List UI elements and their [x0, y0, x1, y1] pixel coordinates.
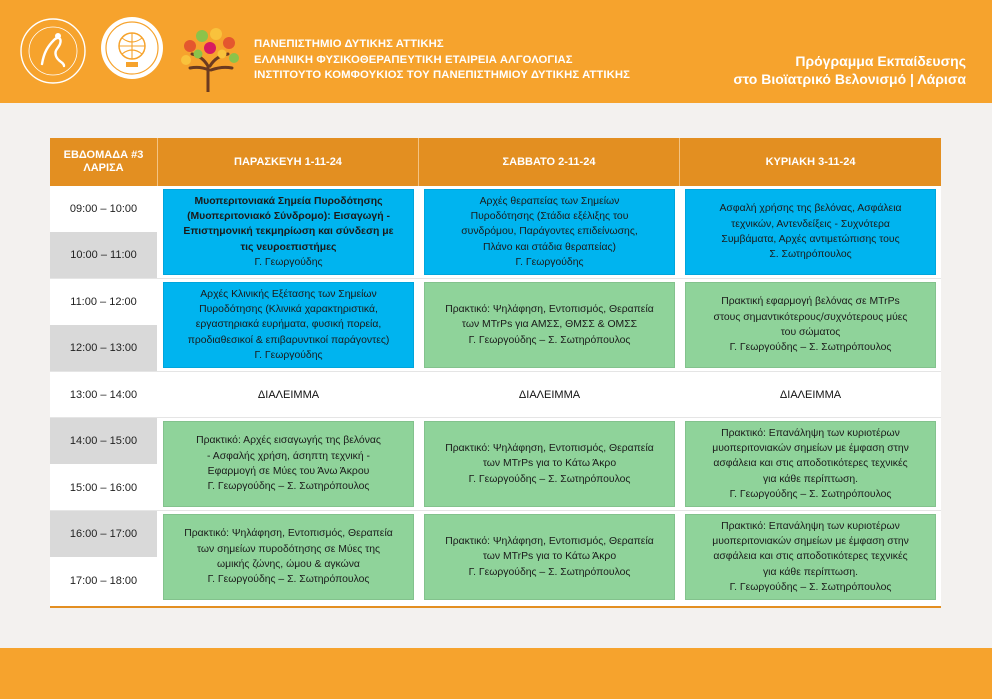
break-label-sunday: ΔΙΑΛΕΙΜΜΑ: [779, 389, 842, 401]
session-block-friday-4: [163, 514, 414, 600]
session-title: Πρακτικό: Ψηλάφηση, Εντοπισμός, Θεραπεία των MTrPs για το Κάτω Άκρο: [445, 443, 654, 470]
table-body: [50, 186, 941, 606]
time-slot: 10:00 – 11:00: [50, 232, 157, 278]
session-lecturer: Γ. Γεωργούδης – Σ. Σωτηρόπουλος: [468, 473, 631, 485]
table-bottom-border: [50, 606, 941, 608]
session-block-friday-1: [163, 189, 414, 275]
session-title: Πρακτική εφαρμογή βελόνας σε MTrPs στους σημαντικότερους/συχνότερους μύες του σώματος: [713, 296, 908, 338]
location-label: ΛΑΡΙΣΑ: [83, 162, 124, 174]
org-line: ΙΝΣΤΙΤΟΥΤΟ ΚΟΜΦΟΥΚΙΟΣ ΤΟΥ ΠΑΝΕΠΙΣΤΗΜΙΟΥ ΔΥΤΙΚΗΣ ΑΤΤΙΚΗΣ: [254, 69, 631, 81]
session-lecturer: Γ. Γεωργούδης – Σ. Σωτηρόπουλος: [207, 481, 370, 493]
session-title: Αρχές Κλινικής Εξέτασης των Σημείων Πυροδότησης (Κλινικά χαρακτηριστικά, εργαστηριακά ευρήματα, φυσική πορεία, προδιαθεσικοί & επιβαρυντικοί παράγοντες): [187, 288, 390, 346]
session-lecturer: Γ. Γεωργούδης: [254, 349, 323, 361]
session-block-saturday-2: [424, 282, 675, 368]
table-header-row: [50, 138, 941, 186]
session-lecturer: Γ. Γεωργούδης – Σ. Σωτηρόπουλος: [729, 342, 892, 354]
session-title: Πρακτικό: Αρχές εισαγωγής της βελόνας - Ασφαλής χρήση, άσηπτη τεχνική - Εφαρμογή σε Μύες του Άνω Άκρου: [196, 435, 381, 477]
org-line: ΠΑΝΕΠΙΣΤΗΜΙΟ ΔΥΤΙΚΗΣ ΑΤΤΙΚΗΣ: [254, 38, 444, 50]
session-lecturer: Γ. Γεωργούδης – Σ. Σωτηρόπουλος: [207, 574, 370, 586]
organizations-list: [254, 37, 630, 84]
university-logo: [18, 16, 88, 86]
session-title: Πρακτικό: Ψηλάφηση, Εντοπισμός, Θεραπεία των MTrPs για ΑΜΣΣ, ΘΜΣΣ & ΟΜΣΣ: [445, 304, 654, 331]
session-title: Πρακτικό: Ψηλάφηση, Εντοπισμός, Θεραπεία των σημείων πυροδότησης σε Μύες της ωμικής ζώνης, ώμου & αγκώνα: [184, 528, 393, 570]
row-divider: [50, 510, 941, 511]
session-lecturer: Γ. Γεωργούδης: [515, 256, 584, 268]
session-block-friday-3: [163, 421, 414, 507]
time-slot: 15:00 – 16:00: [69, 482, 138, 494]
week-header: [50, 138, 158, 186]
session-block-saturday-4: [424, 514, 675, 600]
time-slot: 13:00 – 14:00: [69, 389, 138, 401]
session-lecturer: Γ. Γεωργούδης – Σ. Σωτηρόπουλος: [729, 488, 892, 500]
session-lecturer: Γ. Γεωργούδης – Σ. Σωτηρόπουλος: [468, 334, 631, 346]
session-title: Πρακτικό: Επανάληψη των κυριοτέρων μυοπεριτονιακών σημείων με έμφαση στην ασφάλεια και στις αποδοτικότερες τεχνικές για κάθε περίπτωση.: [712, 520, 909, 578]
session-title: Πρακτικό: Ψηλάφηση, Εντοπισμός, Θεραπεία των MTrPs για το Κάτω Άκρο: [445, 536, 654, 563]
session-block-sunday-2: [685, 282, 936, 368]
session-block-friday-2: [163, 282, 414, 368]
day-header-sunday: ΚΥΡΙΑΚΗ 3-11-24: [765, 155, 856, 168]
time-slot: 11:00 – 12:00: [70, 296, 137, 308]
session-title: Μυοπεριτονιακά Σημεία Πυροδότησης (Μυοπεριτονιακό Σύνδρομο): Εισαγωγή - Επιστημονική τεκμηρίωση και σύνδεση με τις νευροεπιστήμες: [183, 195, 394, 253]
session-title: Πρακτικό: Επανάληψη των κυριοτέρων μυοπεριτονιακών σημείων με έμφαση στην ασφάλεια και στις αποδοτικότερες τεχνικές για κάθε περίπτωση.: [712, 427, 909, 485]
break-label-saturday: ΔΙΑΛΕΙΜΜΑ: [518, 389, 581, 401]
session-block-sunday-4: [685, 514, 936, 600]
session-lecturer: Γ. Γεωργούδης: [254, 256, 323, 268]
day-header-saturday: ΣΑΒΒΑΤΟ 2-11-24: [419, 138, 680, 186]
session-lecturer: Σ. Σωτηρόπουλος: [769, 249, 852, 261]
session-block-saturday-1: [424, 189, 675, 275]
session-block-sunday-1: [685, 189, 936, 275]
time-slot: 12:00 – 13:00: [50, 325, 157, 371]
tree-logo: [180, 26, 240, 92]
session-title: Αρχές θεραπείας των Σημείων Πυροδότησης (Στάδια εξέλιξης του συνδρόμου, Παράγοντες επιδείνωσης, Πλάνο και στάδια θεραπείας): [461, 195, 638, 253]
program-title-line-1: Πρόγραμμα Εκπαίδευσης: [795, 53, 966, 69]
day-header-friday: ΠΑΡΑΣΚΕΥΗ 1-11-24: [158, 138, 419, 186]
week-label: ΕΒΔΟΜΑΔΑ #3: [63, 149, 144, 161]
break-label-friday: ΔΙΑΛΕΙΜΜΑ: [257, 389, 320, 401]
time-slot: 09:00 – 10:00: [69, 203, 138, 215]
program-title: [733, 52, 966, 88]
footer-bar: [0, 648, 992, 699]
session-block-sunday-3: [685, 421, 936, 507]
session-title: Ασφαλή χρήσης της βελόνας, Ασφάλεια τεχνικών, Αντενδείξεις - Συχνότερα Συμβάματα, Αρχές αντιμετώπισης τους: [719, 203, 902, 245]
row-divider: [50, 278, 941, 279]
session-block-saturday-3: [424, 421, 675, 507]
session-lecturer: Γ. Γεωργούδης – Σ. Σωτηρόπουλος: [729, 581, 892, 593]
time-slot: 17:00 – 18:00: [69, 575, 138, 587]
org-line: ΕΛΛΗΝΙΚΗ ΦΥΣΙΚΟΘΕΡΑΠΕΥΤΙΚΗ ΕΤΑΙΡΕΙΑ ΑΛΓΟΛΟΓΙΑΣ: [254, 53, 573, 66]
time-slot: 16:00 – 17:00: [50, 511, 157, 557]
time-slot: 14:00 – 15:00: [50, 418, 157, 464]
session-lecturer: Γ. Γεωργούδης – Σ. Σωτηρόπουλος: [468, 566, 631, 578]
confucius-institute-logo: [100, 16, 164, 80]
program-title-line-2: στο Βιοϊατρικό Βελονισμό | Λάρισα: [733, 71, 966, 87]
schedule-table: [50, 138, 941, 608]
header-banner: [0, 0, 992, 103]
